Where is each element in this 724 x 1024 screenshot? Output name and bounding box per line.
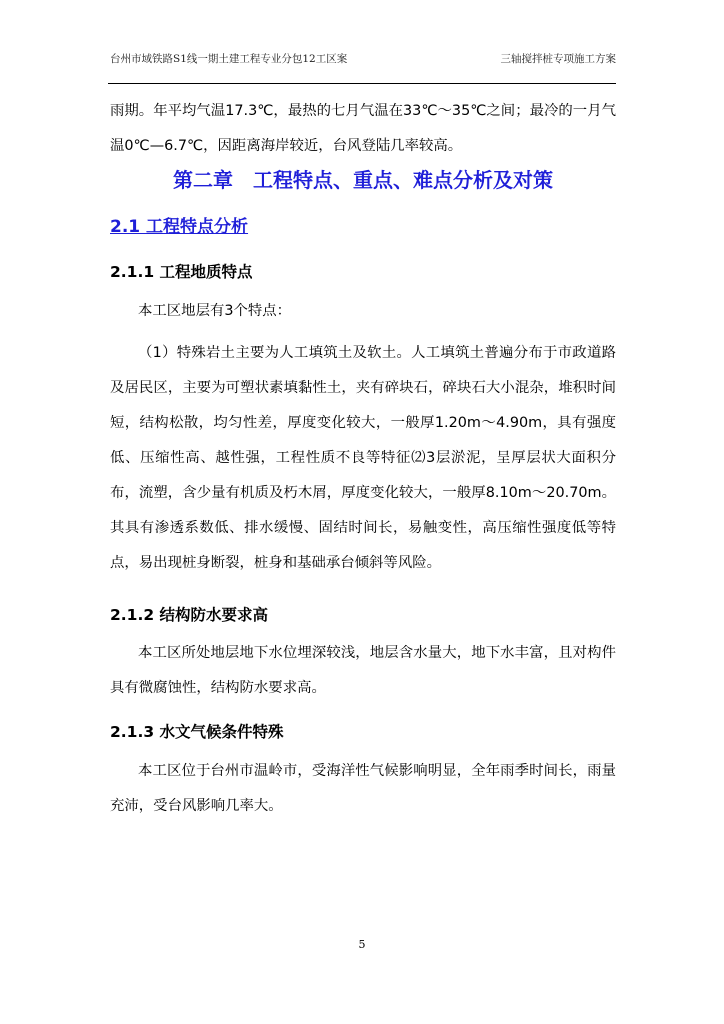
section-title: 2.1 工程特点分析: [110, 217, 249, 237]
paragraph-geology-detail: （1）特殊岩土主要为人工填筑土及软土。人工填筑土普遍分布于市政道路及居民区，主要为可塑状素填黏性土，夹有碎块石，碎块石大小混杂，堆积时间短，结构松散，均匀性差，厚度变化较大，一般厚1.20m～4.90m，具有强度低、压缩性高、越性强，工程性质不良等特征⑵3层淤泥，呈厚层状大面积分布，流塑，含少量有机质及朽木屑，厚度变化较大，一般厚8.10m～20.70m。其具有渗透系数低、排水缓慢、固结时间长，易触变性，高压缩性强度低等特点，易出现桩身断裂，桩身和基础承台倾斜等风险。: [110, 345, 616, 571]
paragraph-climate: 本工区位于台州市温岭市，受海洋性气候影响明显，全年雨季时间长，雨量充沛，受台风影响几率大。: [110, 763, 616, 814]
header-left-text: 台州市域铁路S1线一期土建工程专业分包12工区案: [110, 53, 348, 65]
paragraph-climate-continued: 雨期。年平均气温17.3℃，最热的七月气温在33℃～35℃之间；最冷的一月气温0℃—6.7℃，因距离海岸较近，台风登陆几率较高。: [110, 103, 616, 154]
header-divider: [108, 83, 616, 84]
subsection-title-geology: 2.1.1 工程地质特点: [110, 263, 253, 281]
chapter-title: 第二章 工程特点、重点、难点分析及对策: [173, 168, 553, 192]
paragraph-waterproofing: 本工区所处地层地下水位埋深较浅，地层含水量大，地下水丰富，且对构件具有微腐蚀性，结构防水要求高。: [110, 645, 616, 696]
page-number: 5: [358, 938, 366, 951]
paragraph-geology-intro: 本工区地层有3个特点：: [138, 303, 292, 319]
header-right-text: 三轴搅拌桩专项施工方案: [500, 53, 616, 65]
subsection-title-climate: 2.1.3 水文气候条件特殊: [110, 723, 284, 741]
subsection-title-waterproofing: 2.1.2 结构防水要求高: [110, 606, 269, 624]
